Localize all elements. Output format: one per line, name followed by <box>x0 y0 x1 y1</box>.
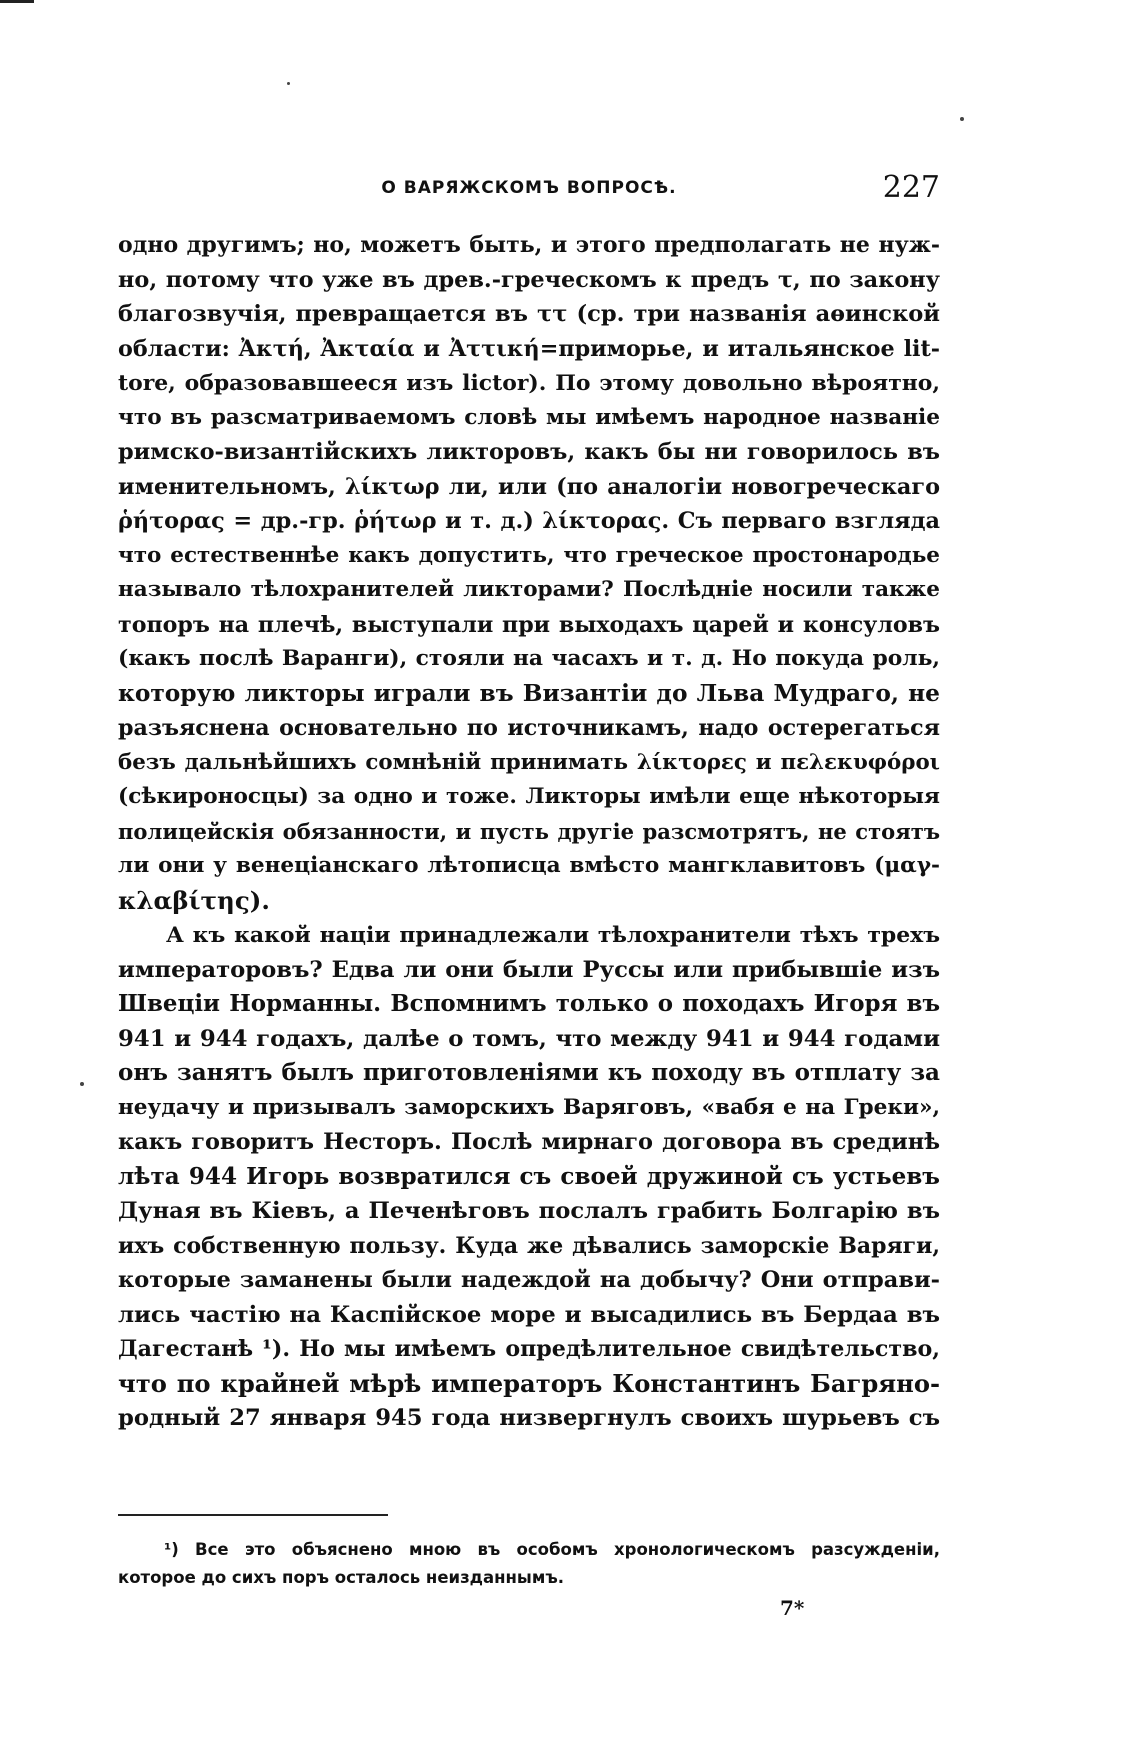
footnote-line: которое до сихъ поръ осталось неизданнымъ. <box>118 1568 565 1587</box>
text-line: Дагестанѣ ¹). Но мы имѣемъ опредѣлительное свидѣтельство, <box>118 1336 940 1362</box>
text-line: области: Ἀκτή, Ἀκταία и Ἀττική=приморье, и итальянское lit- <box>118 335 940 362</box>
text-line: лись частію на Каспійское море и высадились въ Бердаа въ <box>118 1301 940 1328</box>
text-line: императоровъ? Едва ли они были Руссы или прибывшіе изъ <box>118 956 940 983</box>
text-line: ли они у венеціанскаго лѣтописца вмѣсто мангклавитовъ (μαγ- <box>118 853 940 878</box>
text-line: tore, образовавшееся изъ lictor). По этому довольно вѣроятно, <box>118 370 940 396</box>
text-line: разъяснена основательно по источникамъ, надо остерегаться <box>118 715 940 741</box>
text-line: безъ дальнѣйшихъ сомнѣній принимать λίκτορες и πελεκυφόροι <box>118 749 940 775</box>
page-number: 227 <box>882 170 940 205</box>
scan-speck <box>287 82 290 85</box>
paragraph-start-line: А къ какой націи принадлежали тѣлохранители тѣхъ трехъ <box>166 922 940 948</box>
text-line: 941 и 944 годахъ, далѣе о томъ, что между 941 и 944 годами <box>118 1025 940 1052</box>
text-line: κλαβίτης). <box>118 885 270 915</box>
scan-speck <box>80 1082 84 1086</box>
running-title: О ВАРЯЖСКОМЪ ВОПРОСѢ. <box>381 178 677 198</box>
text-line: но, потому что уже въ древ.-греческомъ κ предъ τ, по закону <box>118 266 940 293</box>
scan-corner-mark <box>0 0 34 3</box>
text-line: полицейскія обязанности, и пусть другіе разсмотрятъ, не стоятъ <box>118 818 940 844</box>
text-line: именительномъ, λίκτωρ ли, или (по аналогіи новогреческаго <box>118 473 940 500</box>
text-line: ῥήτορας = др.-гр. ῥήτωρ и т. д.) λίκτορας. Съ перваго взгляда <box>118 508 940 534</box>
text-line: (сѣкироносцы) за одно и тоже. Ликторы имѣли еще нѣкоторыя <box>118 784 940 809</box>
body-text <box>118 228 940 1436</box>
text-line: одно другимъ; но, можетъ быть, и этого предполагать не нуж- <box>118 232 940 258</box>
text-line: что по крайней мѣрѣ императоръ Константинъ Багряно- <box>118 1368 940 1398</box>
text-line: неудачу и призывалъ заморскихъ Варяговъ, «вабя е на Греки», <box>118 1094 940 1120</box>
text-line: онъ занятъ былъ приготовленіями къ походу въ отплату за <box>118 1059 940 1086</box>
text-line: что естественнѣе какъ допустить, что греческое простонародье <box>118 542 940 568</box>
signature-mark: 7* <box>780 1596 805 1620</box>
text-line: какъ говоритъ Несторъ. Послѣ мирнаго договора въ срединѣ <box>118 1129 940 1155</box>
text-line: (какъ послѣ Варанги), стояли на часахъ и т. д. Но покуда роль, <box>118 646 940 671</box>
text-line: топоръ на плечѣ, выступали при выходахъ царей и консуловъ <box>118 611 940 638</box>
text-line: лѣта 944 Игорь возвратился съ своей дружиной съ устьевъ <box>118 1162 940 1190</box>
scan-speck <box>960 117 964 121</box>
footnote-rule <box>118 1514 388 1516</box>
text-line: Дуная въ Кіевъ, а Печенѣговъ послалъ грабить Болгарію въ <box>118 1198 940 1224</box>
text-line: ихъ собственную пользу. Куда же дѣвались заморскіе Варяги, <box>118 1232 940 1259</box>
footnote-line: ¹) Все это объяснено мною въ особомъ хронологическомъ разсужденіи, <box>164 1540 940 1559</box>
text-line: что въ разсматриваемомъ словѣ мы имѣемъ народное названіе <box>118 404 940 430</box>
text-line: называло тѣлохранителей ликторами? Послѣдніе носили также <box>118 577 940 602</box>
text-line: родный 27 января 945 года низвергнулъ своихъ шурьевъ съ <box>118 1405 940 1431</box>
text-line: римско-византійскихъ ликторовъ, какъ бы ни говорилось въ <box>118 439 940 465</box>
text-line: которую ликторы играли въ Византіи до Льва Мудраго, не <box>118 679 940 707</box>
running-head <box>118 170 940 210</box>
text-line: благозвучія, превращается въ ττ (ср. три названія аѳинской <box>118 301 940 327</box>
text-line: которые заманены были надеждой на добычу? Они отправи- <box>118 1267 940 1293</box>
footnotes <box>118 1536 940 1592</box>
text-line: Швеціи Норманны. Вспомнимъ только о походахъ Игоря въ <box>118 991 940 1017</box>
